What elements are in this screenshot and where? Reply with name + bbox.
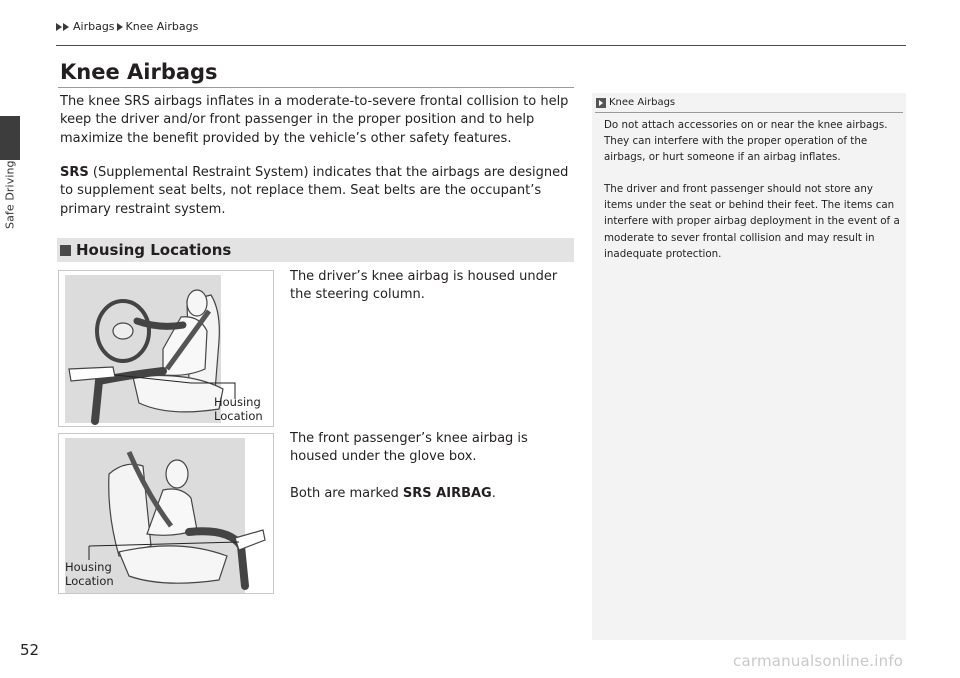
breadcrumb	[56, 20, 198, 33]
callout-line: Location	[214, 409, 263, 423]
callout-line: Housing	[65, 560, 112, 574]
marking-suffix: .	[491, 486, 496, 501]
section-header	[57, 238, 574, 262]
passenger-housing-callout	[65, 560, 114, 588]
callout-line: Location	[65, 574, 114, 588]
srs-description: (Supplemental Restraint System) indicates that the airbags are designed to supplement seat belts, not replace them. Seat belts are the occupant’s primary restraint system.	[60, 165, 569, 217]
marking-term: SRS AIRBAG	[402, 486, 492, 501]
note-paragraph-1: Do not attach accessories on or near the knee airbags. They can interfere with the proper operation of the airbags, or hurt someone if an airbag inflates.	[604, 119, 888, 164]
intro-paragraph: The knee SRS airbags inflates in a moderate-to-severe frontal collision to help keep the driver and/or front passenger in the proper position and to help maximize the benefit provided by the vehicle’s other safety features.	[60, 94, 569, 146]
note-header	[596, 97, 675, 108]
note-panel	[592, 93, 906, 640]
driver-knee-airbag-figure	[58, 270, 274, 427]
page-number: 52	[20, 641, 40, 659]
driver-housing-callout	[214, 395, 263, 423]
note-paragraph-2: The driver and front passenger should not store any items under the seat or behind their feet. The items can interfere with proper airbag deployment in the event of a moderate to sever frontal collision and may result in inadequate protection.	[604, 183, 900, 260]
breadcrumb-item-knee-airbags[interactable]: Knee Airbags	[125, 20, 199, 33]
passenger-knee-airbag-figure	[58, 433, 274, 594]
breadcrumb-arrow-icon	[56, 23, 62, 31]
marking-prefix: Both are marked	[290, 486, 403, 501]
header-rule	[56, 45, 906, 46]
section-square-icon	[60, 245, 71, 256]
srs-paragraph	[60, 164, 574, 219]
page-title: Knee Airbags	[60, 60, 218, 84]
callout-line: Housing	[214, 395, 261, 409]
title-rule	[58, 87, 574, 88]
side-tab-label: Safe Driving	[3, 160, 17, 230]
srs-term: SRS	[60, 165, 89, 180]
watermark: carmanualsonline.info	[733, 652, 904, 670]
section-title: Housing Locations	[76, 241, 232, 259]
note-title: Knee Airbags	[609, 97, 676, 108]
passenger-housing-text: The front passenger’s knee airbag is housed under the glove box.	[290, 431, 528, 465]
note-rule	[595, 112, 903, 113]
breadcrumb-arrow-icon	[63, 23, 69, 31]
breadcrumb-arrow-icon	[117, 23, 123, 31]
breadcrumb-item-airbags[interactable]: Airbags	[73, 20, 115, 33]
marking-text	[290, 485, 574, 503]
note-arrow-icon	[596, 98, 606, 108]
driver-housing-text: The driver’s knee airbag is housed under the steering column.	[290, 269, 558, 303]
